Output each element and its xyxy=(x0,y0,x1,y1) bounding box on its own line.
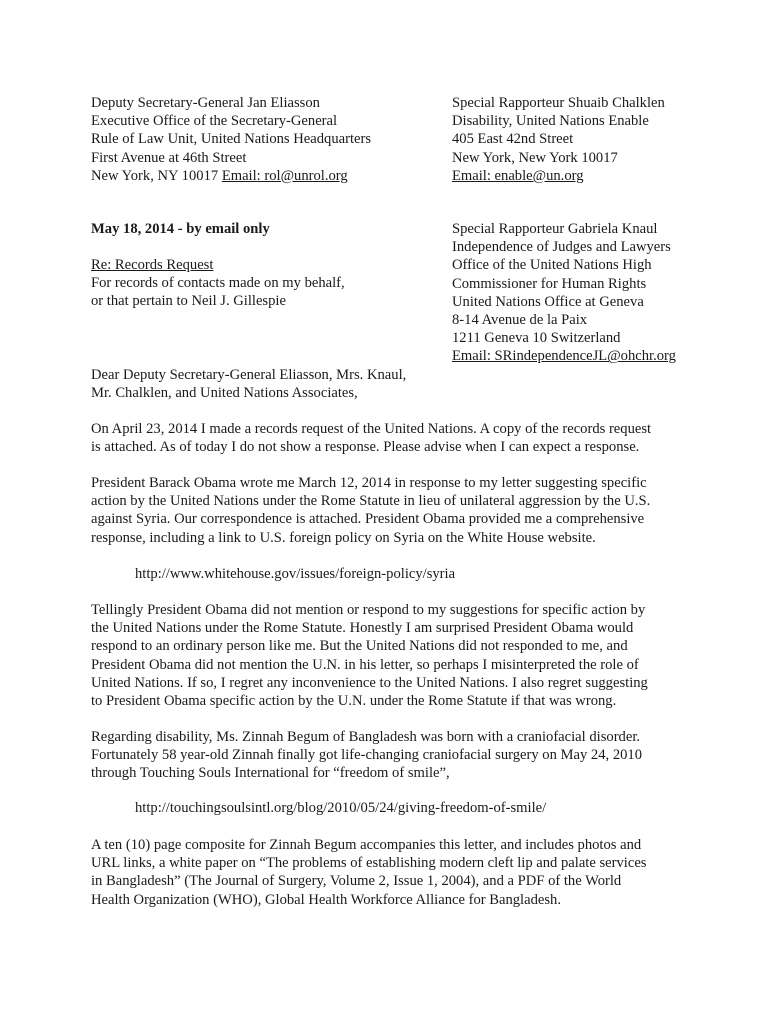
sender-line: Rule of Law Unit, United Nations Headquarters xyxy=(91,131,372,148)
date-line: May 18, 2014 - by email only xyxy=(91,221,270,237)
paragraph-line: President Obama did not mention the U.N. in his letter, so perhaps I misinterpreted the role of xyxy=(91,656,639,673)
salutation-line: Mr. Chalklen, and United Nations Associates, xyxy=(91,385,358,402)
sender-city-line xyxy=(91,167,371,185)
recipient-line: Independence of Judges and Lawyers xyxy=(452,239,671,256)
recipient-line: 405 East 42nd Street xyxy=(452,131,574,148)
paragraph-line: against Syria. Our correspondence is attached. President Obama provided me a comprehensive xyxy=(91,511,645,528)
recipient-email-link[interactable]: Email: SRindependenceJL@ohchr.org xyxy=(452,348,676,365)
paragraph-line: through Touching Souls International for “freedom of smile”, xyxy=(91,765,450,782)
paragraph-line: action by the United Nations under the Rome Statute in lieu of unilateral aggression by the U.S. xyxy=(91,493,651,510)
paragraph-line: is attached. As of today I do not show a response. Please advise when I can expect a response. xyxy=(91,439,640,456)
recipient-line: New York, New York 10017 xyxy=(452,149,618,166)
recipient-chalklen-block xyxy=(452,94,665,185)
sender-line: Deputy Secretary-General Jan Eliasson xyxy=(91,95,320,111)
paragraph-line: President Barack Obama wrote me March 12, 2014 in response to my letter suggesting specific xyxy=(91,475,647,491)
paragraph-line: Health Organization (WHO), Global Health Workforce Alliance for Bangladesh. xyxy=(91,891,561,908)
recipient-line: Commissioner for Human Rights xyxy=(452,275,647,292)
recipient-line: United Nations Office at Geneva xyxy=(452,293,644,310)
sender-line: Executive Office of the Secretary-General xyxy=(91,113,338,130)
paragraph-line: the United Nations under the Rome Statute. Honestly I am surprised President Obama would xyxy=(91,620,634,637)
body-paragraph-3 xyxy=(91,601,691,710)
paragraph-line: to President Obama specific action by the U.N. under the Rome Statute if that was wrong. xyxy=(91,693,617,710)
salutation-line: Dear Deputy Secretary-General Eliasson, Mrs. Knaul, xyxy=(91,367,407,383)
touching-souls-url[interactable]: http://touchingsoulsintl.org/blog/2010/05/24/giving-freedom-of-smile/ xyxy=(135,800,547,816)
recipient-line: Special Rapporteur Gabriela Knaul xyxy=(452,221,658,237)
sender-city: New York, NY 10017 xyxy=(91,167,222,184)
whitehouse-url[interactable]: http://www.whitehouse.gov/issues/foreign-policy/syria xyxy=(135,566,456,582)
recipient-line: 1211 Geneva 10 Switzerland xyxy=(452,330,621,347)
recipient-email-link[interactable]: Email: enable@un.org xyxy=(452,167,584,184)
paragraph-line: Tellingly President Obama did not mention or respond to my suggestions for specific action by xyxy=(91,602,646,618)
paragraph-line: response, including a link to U.S. foreign policy on Syria on the White House website. xyxy=(91,529,596,546)
recipient-line: Special Rapporteur Shuaib Chalklen xyxy=(452,95,665,111)
sender-line: First Avenue at 46th Street xyxy=(91,149,247,166)
paragraph-line: URL links, a white paper on “The problems of establishing modern cleft lip and palate services xyxy=(91,855,647,872)
subject-re-label: Re: Records Request xyxy=(91,257,214,273)
recipient-knaul-block xyxy=(452,220,676,366)
paragraph-line: Fortunately 58 year-old Zinnah finally got life-changing craniofacial surgery on May 24, 2010 xyxy=(91,747,643,764)
recipient-line: 8-14 Avenue de la Paix xyxy=(452,312,588,329)
body-paragraph-4 xyxy=(91,728,691,783)
body-paragraph-5 xyxy=(91,836,691,909)
paragraph-line: in Bangladesh” (The Journal of Surgery, Volume 2, Issue 1, 2004), and a PDF of the World xyxy=(91,873,622,890)
sender-address-block xyxy=(91,94,371,185)
paragraph-line: Regarding disability, Ms. Zinnah Begum of Bangladesh was born with a craniofacial disorder. xyxy=(91,729,641,745)
paragraph-line: respond to an ordinary person like me. But the United Nations did not responded to me, and xyxy=(91,638,628,655)
subject-line: For records of contacts made on my behalf, xyxy=(91,275,345,292)
salutation xyxy=(91,366,406,402)
body-paragraph-1 xyxy=(91,420,691,456)
paragraph-line: United Nations. If so, I regret any inconvenience to the United Nations. I also regret suggesting xyxy=(91,674,648,691)
subject-line: or that pertain to Neil J. Gillespie xyxy=(91,293,286,310)
recipient-line: Office of the United Nations High xyxy=(452,257,652,274)
sender-email-link[interactable]: Email: rol@unrol.org xyxy=(221,167,348,184)
paragraph-line: On April 23, 2014 I made a records request of the United Nations. A copy of the records request xyxy=(91,421,652,437)
recipient-line: Disability, United Nations Enable xyxy=(452,113,649,130)
body-paragraph-2 xyxy=(91,474,691,547)
subject-block xyxy=(91,256,345,311)
paragraph-line: A ten (10) page composite for Zinnah Begum accompanies this letter, and includes photos and xyxy=(91,837,642,853)
